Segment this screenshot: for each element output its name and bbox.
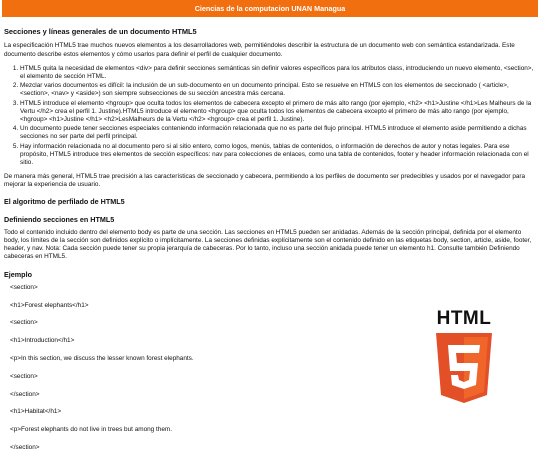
site-title: Ciencias de la computacion UNAN Managua [194, 4, 346, 13]
html-logo-text: HTML [436, 308, 492, 329]
code-line: <section> [10, 283, 38, 291]
list-item: 5. Hay información relacionada no al documento pero si al sitio entero, como logos, menús, tablas de contenidos, o información de derechos de autor y notas legales. Para ese propósito, HTML5 introduce tres elementos de sección específicos: nav para colecciones de enlaces, como una tabla de contenidos, footer y header información relacionada con el sitio. [20, 143, 536, 168]
code-line: <section> [10, 319, 38, 327]
code-line: <p>Forest elephants do not live in trees but among them. [10, 426, 172, 434]
code-line: <h1>Habitat</h1> [10, 408, 62, 416]
html5-shield-icon [432, 328, 496, 413]
code-line: <section> [10, 372, 38, 380]
code-line: </section> [10, 443, 40, 451]
section-heading: Secciones y líneas generales de un documento HTML5 [4, 27, 197, 36]
intro-paragraph: La especificación HTML5 trae muchos nuevos elementos a los desarrolladores web, permitiéndoles describir la estructura de un documento web con semántica estandarizada. Este documento describe estos elementos y cómo usarlos para definir el perfil de cualquier documento. [4, 42, 515, 58]
code-line: <h1>Introduction</h1> [10, 337, 75, 345]
html5-logo [432, 307, 496, 407]
site-header [2, 0, 538, 17]
code-line: </section> [10, 390, 40, 398]
code-line: <p>In this section, we discuss the lesser known forest elephants. [10, 355, 194, 362]
feature-list [4, 65, 536, 167]
defining-sections-heading: Definiendo secciones en HTML5 [4, 214, 115, 224]
closing-paragraph: De manera más general, HTML5 trae precisión a las características de seccionado y cabecera, permitiendo a los perfiles de documento ser predecibles y usados por el navegador para mejorar la experiencia de usuario. [4, 173, 526, 189]
list-item: 1. HTML5 quita la necesidad de elementos <div> para definir secciones semánticas sin definir valores específicos para los atributos class, introduciendo un nuevo elemento, <section>, el elemento de sección HTML. [20, 65, 536, 81]
sections-paragraph: Todo el contenido incluido dentro del elemento body es parte de una sección. Las secciones en HTML5 pueden ser anidadas. Además de la sección principal, definida por el elemento body, los límites de la sección son definidos explícito o implícitamente. La secciones definidas explícitamente son el contenido definido en las etiquetas body, section, article, aside, footer, header, y nav. Nota: Cada sección puede tener su propia jerarquía de cabeceras. Por lo tanto, incluso una sección anidada puede tener un elemento h1. Consulte también Definiendo cabeceras en HTML5. [4, 228, 532, 261]
algorithm-heading: El algoritmo de perfilado de HTML5 [4, 197, 125, 207]
list-item: 4. Un documento puede tener secciones especiales conteniendo información relacionada que no es parte del flujo principal. HTML5 introduce el elemento aside permitiendo a dichas secciones no ser parte del perfil principal. [20, 125, 536, 141]
list-item: 3. HTML5 introduce el elemento <hgroup> que oculta todos los elementos de cabecera excepto el primero de más alto rango (por ejemplo, <h2> <h1>Justine </h1>Les Malheurs de la Vertu </h2> crea el perfil 1. Justine).HTML5 introduce el elemento <hgroup> que oculta todos los elementos de cabecera excepto el primero de más alto rango (por ejemplo, <hgroup> <h1>Justine </h1> <h2>LesMalheurs de la Vertu </h2> <hgroup> crea el perfil 1. Justine). [20, 100, 536, 125]
code-line: <h1>Forest elephants</h1> [10, 301, 89, 309]
shield-number: 5 [432, 328, 436, 335]
list-item: 2. Mezclar varios documentos es difícil: la inclusión de un sub-documento en un documento principal. Esto se resuelve en HTML5 con los elementos de seccionado ( <article>, <section>, <nav> y <aside>) son siempre subsecciones de su sección ancestra más cercana. [20, 82, 536, 98]
example-heading: Ejemplo [4, 269, 32, 279]
